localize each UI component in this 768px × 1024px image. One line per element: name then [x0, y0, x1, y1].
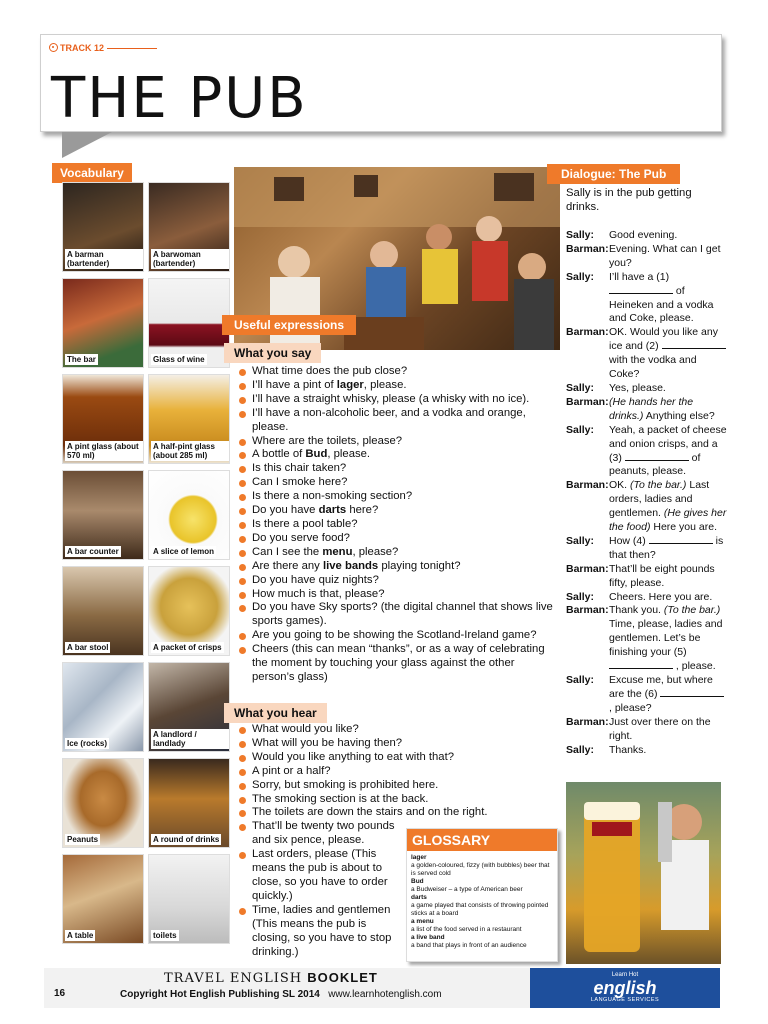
vocab-ice	[62, 662, 144, 752]
dialogue-line	[566, 396, 736, 424]
expression-item: I’ll have a pint of lager, please.	[238, 379, 560, 393]
expression-item: Do you serve food?	[238, 532, 560, 546]
glossary-definition: a Budweiser – a type of American beer	[411, 886, 523, 893]
vocab-label: A barman (bartender)	[65, 249, 143, 269]
vocab-table	[62, 854, 144, 944]
what-you-hear-heading: What you hear	[224, 703, 327, 723]
glossary-definition: a game played that consists of throwing pointed sticks at a board	[411, 902, 549, 917]
what-you-say-heading: What you say	[224, 343, 321, 363]
glossary-term: lager	[411, 854, 427, 861]
page-title: THE PUB	[51, 66, 308, 131]
answer-blank[interactable]	[649, 535, 713, 544]
beer-photo-illustration	[566, 782, 721, 964]
expression-item: A pint or a half?	[238, 765, 560, 779]
answer-blank[interactable]	[625, 452, 689, 461]
expression-item: What time does the pub close?	[238, 365, 560, 379]
vocab-glass-of-wine	[148, 278, 230, 368]
vocab-label: Ice (rocks)	[67, 739, 108, 748]
vocab-barman	[62, 182, 144, 272]
vocab-label: A barwoman (bartender)	[151, 249, 229, 269]
dialogue-text: Yeah, a packet of cheese and onion crisps, and a (3) of peanuts, please.	[609, 423, 727, 478]
glossary-definition: a list of the food served in a restaurant	[411, 926, 522, 933]
vocab-peanuts	[62, 758, 144, 848]
dialogue-speaker: Sally:	[566, 674, 595, 686]
learn-hot-english-logo	[530, 968, 720, 1008]
dialogue-text: Good evening.	[609, 229, 678, 241]
glossary-box	[406, 828, 558, 962]
dialogue-text: OK. (To the bar.) Last orders, ladies and gentlemen. (He gives her the food) Here you are.	[609, 479, 727, 534]
dialogue-speaker: Sally:	[566, 534, 595, 547]
expression-item: Sorry, but smoking is prohibited here.	[238, 779, 560, 793]
vocab-label: A half-pint glass (about 285 ml)	[151, 441, 229, 461]
vocab-label: A table	[67, 931, 94, 940]
page-number: 16	[54, 988, 66, 999]
dialogue-line	[566, 716, 736, 744]
dialogue-line	[566, 479, 736, 535]
expression-item: Where are the toilets, please?	[238, 435, 560, 449]
vocab-label: A round of drinks	[153, 835, 220, 844]
dialogue-text: Evening. What can I get you?	[609, 242, 721, 269]
glossary-term: a live band	[411, 934, 445, 941]
dialogue-text: Just over there on the right.	[609, 715, 711, 742]
glossary-entry	[411, 878, 553, 894]
vocab-label: toilets	[153, 931, 177, 940]
logo-top-text: Learn Hot	[611, 972, 639, 978]
dialogue-speaker: Barman:	[566, 479, 609, 492]
expression-item: Is there a pool table?	[238, 518, 560, 532]
copyright-line	[120, 989, 442, 1000]
vocab-bar-counter	[62, 470, 144, 560]
footer	[44, 968, 720, 1008]
dialogue-text: How (4) is that then?	[609, 534, 724, 561]
dialogue-speaker: Barman:	[566, 715, 609, 728]
expression-item: Is this chair taken?	[238, 462, 560, 476]
vocab-label: A bar counter	[67, 547, 119, 556]
dialogue-text: Excuse me, but where are the (6) , please?	[609, 674, 727, 716]
dialogue-text: (He hands her the drinks.) Anything else?	[609, 395, 715, 422]
expression-item: What would you like?	[238, 723, 560, 737]
expression-item: Can I smoke here?	[238, 476, 560, 490]
dialogue-speaker: Barman:	[566, 326, 609, 339]
glossary-term: a menu	[411, 918, 434, 925]
vocab-toilets	[148, 854, 230, 944]
dialogue-text: OK. Would you like any ice and (2) with the vodka and Coke?	[609, 326, 727, 382]
vocab-label: A landlord / landlady	[151, 729, 229, 749]
expression-item: That’ll be twenty two pounds and six pence, please.	[238, 820, 402, 848]
expression-item: Are you going to be showing the Scotland-Ireland game?	[238, 629, 560, 643]
expression-item: Would you like anything to eat with that?	[238, 751, 560, 765]
glossary-entries	[407, 851, 557, 953]
vocab-barwoman	[148, 182, 230, 272]
expression-item: Is there a non-smoking section?	[238, 490, 560, 504]
vocab-bar-stool	[62, 566, 144, 656]
dialogue-text: Thank you. (To the bar.) Time, please, ladies and gentlemen. Let’s be finishing your (5) , please.	[609, 604, 723, 673]
vocab-round-of-drinks	[148, 758, 230, 848]
dialogue-text: Cheers. Here you are.	[609, 590, 713, 603]
booklet-title-bold: BOOKLET	[307, 970, 378, 985]
dialogue-line	[566, 382, 736, 396]
title-box	[40, 34, 722, 132]
logo-main-text: english	[593, 978, 657, 998]
glossary-heading: GLOSSARY	[407, 829, 557, 851]
expression-item: A bottle of Bud, please.	[238, 448, 560, 462]
dialogue-speaker: Sally:	[566, 743, 595, 756]
vocab-slice-of-lemon	[148, 470, 230, 560]
booklet-title-pre: TRAVEL ENGLISH	[164, 971, 308, 986]
glossary-definition: a golden-coloured, fizzy (with bubbles) beer that is served cold	[411, 862, 550, 877]
vocab-label: The bar	[67, 355, 96, 364]
glossary-entry	[411, 894, 553, 918]
expression-item: I’ll have a straight whisky, please (a whisky with no ice).	[238, 393, 560, 407]
dialogue-line	[566, 243, 736, 271]
expression-item: How much is that, please?	[238, 588, 560, 602]
glossary-definition: a band that plays in front of an audience	[411, 942, 527, 949]
track-label	[49, 43, 157, 53]
dialogue-line	[566, 229, 736, 243]
expression-item: Time, ladies and gentlemen (This means the pub is closing, so you have to stop drinking.)	[238, 904, 402, 960]
dialogue-line	[566, 424, 736, 480]
dialogue-line	[566, 591, 736, 605]
expression-item: Last orders, please (This means the pub is about to close, so you have to order quickly.)	[238, 848, 402, 904]
dialogue-line	[566, 604, 736, 674]
dialogue-text: That’ll be eight pounds fifty, please.	[609, 562, 715, 589]
dialogue-line	[566, 326, 736, 382]
glossary-entry	[411, 854, 553, 878]
dialogue-speaker: Sally:	[566, 229, 595, 241]
expression-item: Do you have darts here?	[238, 504, 560, 518]
dialogue-speaker: Sally:	[566, 381, 595, 394]
copyright-text: Copyright Hot English Publishing SL 2014	[120, 989, 320, 1000]
answer-blank[interactable]	[609, 285, 673, 294]
vocab-bar	[62, 278, 144, 368]
dialogue-lines	[566, 229, 736, 757]
expression-item: What will you be having then?	[238, 737, 560, 751]
glossary-term: darts	[411, 894, 427, 901]
glossary-term: Bud	[411, 878, 424, 885]
dialogue-text: Thanks.	[609, 743, 647, 756]
answer-blank[interactable]	[609, 660, 673, 669]
dialogue-text: Yes, please.	[609, 381, 666, 394]
dialogue-text: I’ll have a (1) of Heineken and a vodka and Coke, please.	[609, 270, 714, 325]
vocab-half-pint-glass	[148, 374, 230, 464]
expression-item: Can I see the menu, please?	[238, 546, 560, 560]
dialogue-speaker: Sally:	[566, 270, 595, 283]
dialogue-speaker: Barman:	[566, 242, 609, 255]
expression-item: Do you have quiz nights?	[238, 574, 560, 588]
vocab-label: Peanuts	[67, 835, 99, 844]
dialogue-line	[566, 271, 736, 327]
vocab-label: Glass of wine	[153, 355, 205, 364]
dialogue-speaker: Barman:	[566, 604, 609, 617]
beer-photo	[566, 782, 721, 964]
dialogue-intro: Sally is in the pub getting drinks.	[566, 187, 692, 213]
track-text: TRACK 12	[60, 43, 105, 53]
answer-blank[interactable]	[660, 688, 724, 697]
expression-item: Are there any live bands playing tonight?	[238, 560, 560, 574]
logo-bottom-text: LANGUAGE SERVICES	[590, 997, 660, 1003]
expression-item: Do you have Sky sports? (the digital channel that shows live sports games).	[238, 601, 560, 629]
vocab-pint-glass	[62, 374, 144, 464]
useful-expressions-heading: Useful expressions	[222, 315, 356, 335]
dialogue-line	[566, 535, 736, 563]
vocab-packet-of-crisps	[148, 566, 230, 656]
glossary-entry	[411, 934, 553, 950]
cd-icon	[49, 43, 58, 52]
website-link[interactable]: www.learnhotenglish.com	[328, 989, 442, 1000]
glossary-entry	[411, 918, 553, 934]
dialogue-speaker: Sally:	[566, 423, 595, 436]
vocab-label: A packet of crisps	[153, 643, 222, 652]
expression-item: Cheers (this can mean “thanks”, or as a way of celebrating the moment by touching your glass against the other person’s glass)	[238, 643, 560, 685]
dialogue-speaker: Sally:	[566, 590, 595, 603]
expression-item: The smoking section is at the back.	[238, 793, 560, 807]
expression-item: I’ll have a non-alcoholic beer, and a vodka and orange, please.	[238, 407, 560, 435]
answer-blank[interactable]	[662, 340, 726, 349]
dialogue-speaker: Barman:	[566, 562, 609, 575]
vocab-label: A slice of lemon	[153, 547, 215, 556]
vocab-label: A bar stool	[67, 643, 109, 652]
title-fold-shadow	[62, 132, 112, 158]
dialogue-line	[566, 674, 736, 716]
dialogue-line	[566, 744, 736, 758]
dialogue-heading: Dialogue: The Pub	[547, 164, 680, 184]
vocab-landlord	[148, 662, 230, 752]
dialogue-line	[566, 563, 736, 591]
dialogue-speaker: Barman:	[566, 395, 609, 408]
vocabulary-heading: Vocabulary	[52, 163, 132, 183]
what-you-say-list	[238, 365, 560, 685]
booklet-title	[164, 970, 378, 986]
expression-item: The toilets are down the stairs and on the right.	[238, 806, 560, 820]
vocab-label: A pint glass (about 570 ml)	[65, 441, 143, 461]
